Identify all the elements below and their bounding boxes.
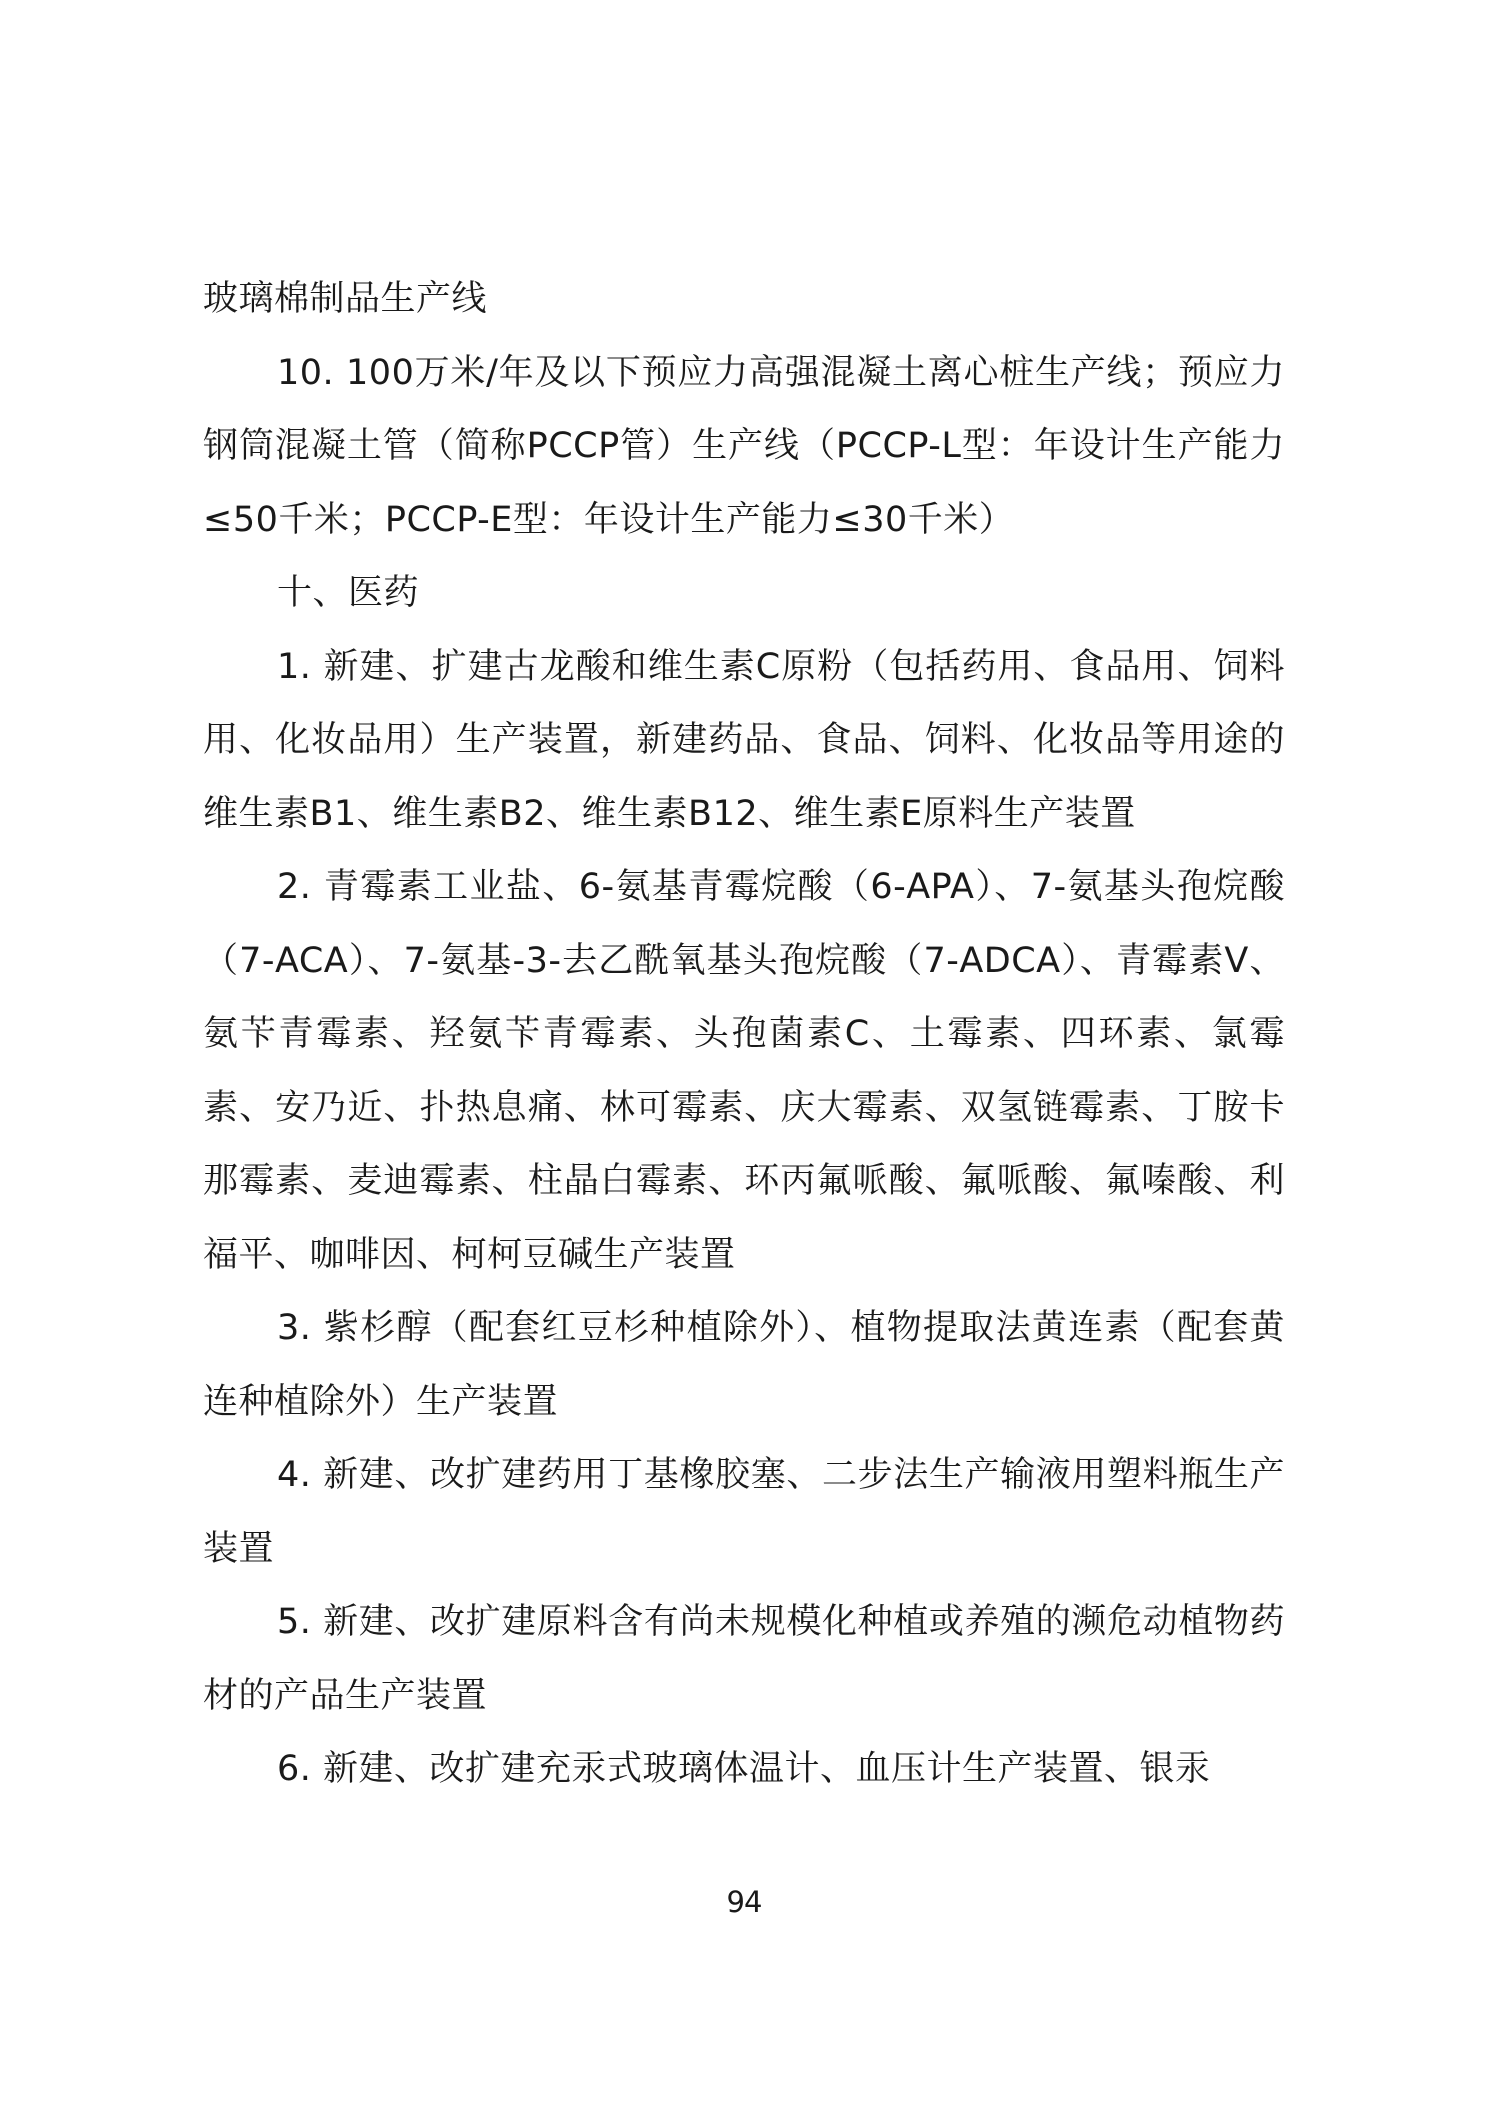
paragraph-item-2: 2. 青霉素工业盐、6-氨基青霉烷酸（6-APA）、7-氨基头孢烷酸（7-ACA）、7-氨基-3-去乙酰氧基头孢烷酸（7-ADCA）、青霉素V、氨苄青霉素、羟氨苄青霉素、头孢菌素C、土霉素、四环素、氯霉素、安乃近、扑热息痛、林可霉素、庆大霉素、双氢链霉素、丁胺卡那霉素、麦迪霉素、柱晶白霉素、环丙氟哌酸、氟哌酸、氟嗪酸、利福平、咖啡因、柯柯豆碱生产装置	[203, 867, 1285, 1275]
paragraph-item-10: 10. 100万米/年及以下预应力高强混凝土离心桩生产线；预应力钢筒混凝土管（简称PCCP管）生产线（PCCP-L型：年设计生产能力≤50千米；PCCP-E型：年设计生产能力≤30千米）	[203, 352, 1285, 540]
paragraph-item-3: 3. 紫杉醇（配套红豆杉种植除外）、植物提取法黄连素（配套黄连种植除外）生产装置	[203, 1308, 1285, 1422]
document-body	[203, 263, 1285, 1807]
paragraph-item-6: 6. 新建、改扩建充汞式玻璃体温计、血压计生产装置、银汞	[277, 1749, 1211, 1789]
paragraph-continuation: 玻璃棉制品生产线	[203, 279, 488, 319]
paragraph-item-1: 1. 新建、扩建古龙酸和维生素C原粉（包括药用、食品用、饲料用、化妆品用）生产装置，新建药品、食品、饲料、化妆品等用途的维生素B1、维生素B2、维生素B12、维生素E原料生产装置	[203, 646, 1285, 834]
paragraph-item-5: 5. 新建、改扩建原料含有尚未规模化种植或养殖的濒危动植物药材的产品生产装置	[203, 1602, 1285, 1716]
page-number: 94	[726, 1885, 762, 1919]
paragraph-item-4: 4. 新建、改扩建药用丁基橡胶塞、二步法生产输液用塑料瓶生产装置	[203, 1455, 1285, 1569]
section-heading-medicine: 十、医药	[277, 573, 420, 613]
